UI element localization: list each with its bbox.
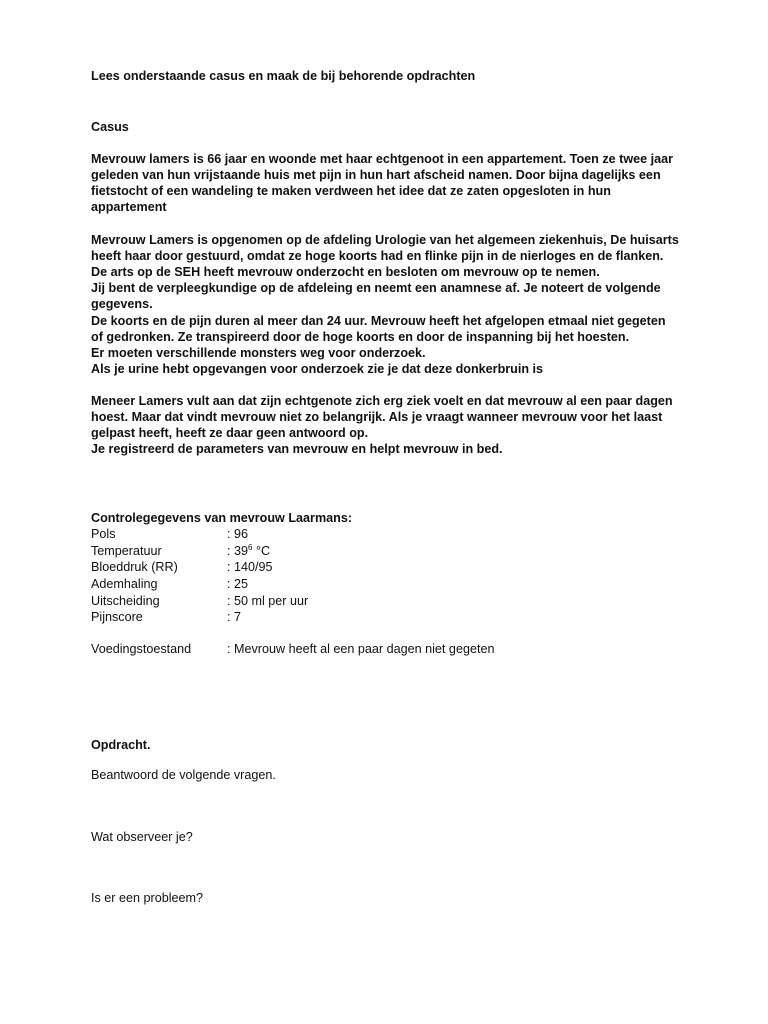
temperature-unit: °C — [252, 544, 271, 558]
control-label-pijnscore: Pijnscore — [91, 610, 143, 624]
control-value-temperatuur — [227, 543, 270, 559]
control-value-pijnscore: : 7 — [227, 610, 242, 624]
assignment-heading: Opdracht. — [91, 738, 151, 752]
control-label-ademhaling: Ademhaling — [91, 577, 158, 591]
paragraph-line: Er moeten verschillende monsters weg voor onderzoek. — [91, 346, 426, 360]
paragraph-line: hoest. Maar dat vindt mevrouw niet zo belangrijk. Als je vraagt wanneer mevrouw voor het laast — [91, 410, 663, 424]
paragraph-line: De koorts en de pijn duren al meer dan 24 uur. Mevrouw heeft het afgelopen etmaal niet gegeten — [91, 314, 666, 328]
control-value-bloeddruk: : 140/95 — [227, 560, 273, 574]
paragraph-line: heeft haar door gestuurd, omdat ze hoge koorts had en flinke pijn in de nierloges en de flanken. — [91, 249, 664, 263]
paragraph-line: gelpast heeft, heeft ze daar geen antwoord op. — [91, 426, 369, 440]
paragraph-line: Mevrouw Lamers is opgenomen op de afdeling Urologie van het algemeen ziekenhuis, De huisarts — [91, 233, 679, 247]
control-value-ademhaling: : 25 — [227, 577, 249, 591]
control-label-temperatuur: Temperatuur — [91, 544, 162, 558]
temperature-main: : 39 — [227, 544, 249, 558]
paragraph-line: geleden van hun vrijstaande huis met pijn in hun hart afscheid namen. Door bijna dagelijks een — [91, 168, 661, 182]
paragraph-line: of gedronken. Ze transpireerd door de hoge koorts en door de inspanning bij het hoesten. — [91, 330, 630, 344]
paragraph-line: Je registreerd de parameters van mevrouw en helpt mevrouw in bed. — [91, 442, 503, 456]
paragraph-line: Meneer Lamers vult aan dat zijn echtgenote zich erg ziek voelt en dat mevrouw al een paar dagen — [91, 394, 673, 408]
control-label-voedingstoestand: Voedingstoestand — [91, 642, 192, 656]
casus-heading: Casus — [91, 120, 129, 134]
paragraph-line: gegevens. — [91, 297, 153, 311]
paragraph-line: Jij bent de verpleegkundige op de afdeleing en neemt een anamnese af. Je noteert de volgende — [91, 281, 661, 295]
paragraph-line: De arts op de SEH heeft mevrouw onderzocht en besloten om mevrouw op te nemen. — [91, 265, 600, 279]
control-value-uitscheiding: : 50 ml per uur — [227, 594, 309, 608]
control-label-uitscheiding: Uitscheiding — [91, 594, 160, 608]
paragraph-line: appartement — [91, 200, 167, 214]
assignment-instruction: Beantwoord de volgende vragen. — [91, 768, 276, 782]
question-2: Is er een probleem? — [91, 891, 204, 905]
question-1: Wat observeer je? — [91, 830, 193, 844]
paragraph-line: fietstocht of een wandeling te maken verdween het idee dat ze zaten opgesloten in hun — [91, 184, 611, 198]
paragraph-line: Als je urine hebt opgevangen voor onderzoek zie je dat deze donkerbruin is — [91, 362, 544, 376]
paragraph-line: Mevrouw lamers is 66 jaar en woonde met haar echtgenoot in een appartement. Toen ze twee jaar — [91, 152, 674, 166]
control-value-pols: : 96 — [227, 527, 249, 541]
control-label-bloeddruk: Bloeddruk (RR) — [91, 560, 178, 574]
control-heading: Controlegegevens van mevrouw Laarmans: — [91, 511, 353, 525]
control-value-voedingstoestand: : Mevrouw heeft al een paar dagen niet gegeten — [227, 642, 495, 656]
temperature-decimal: 6 — [248, 543, 253, 552]
control-label-pols: Pols — [91, 527, 116, 541]
instruction-text: Lees onderstaande casus en maak de bij behorende opdrachten — [91, 69, 476, 83]
